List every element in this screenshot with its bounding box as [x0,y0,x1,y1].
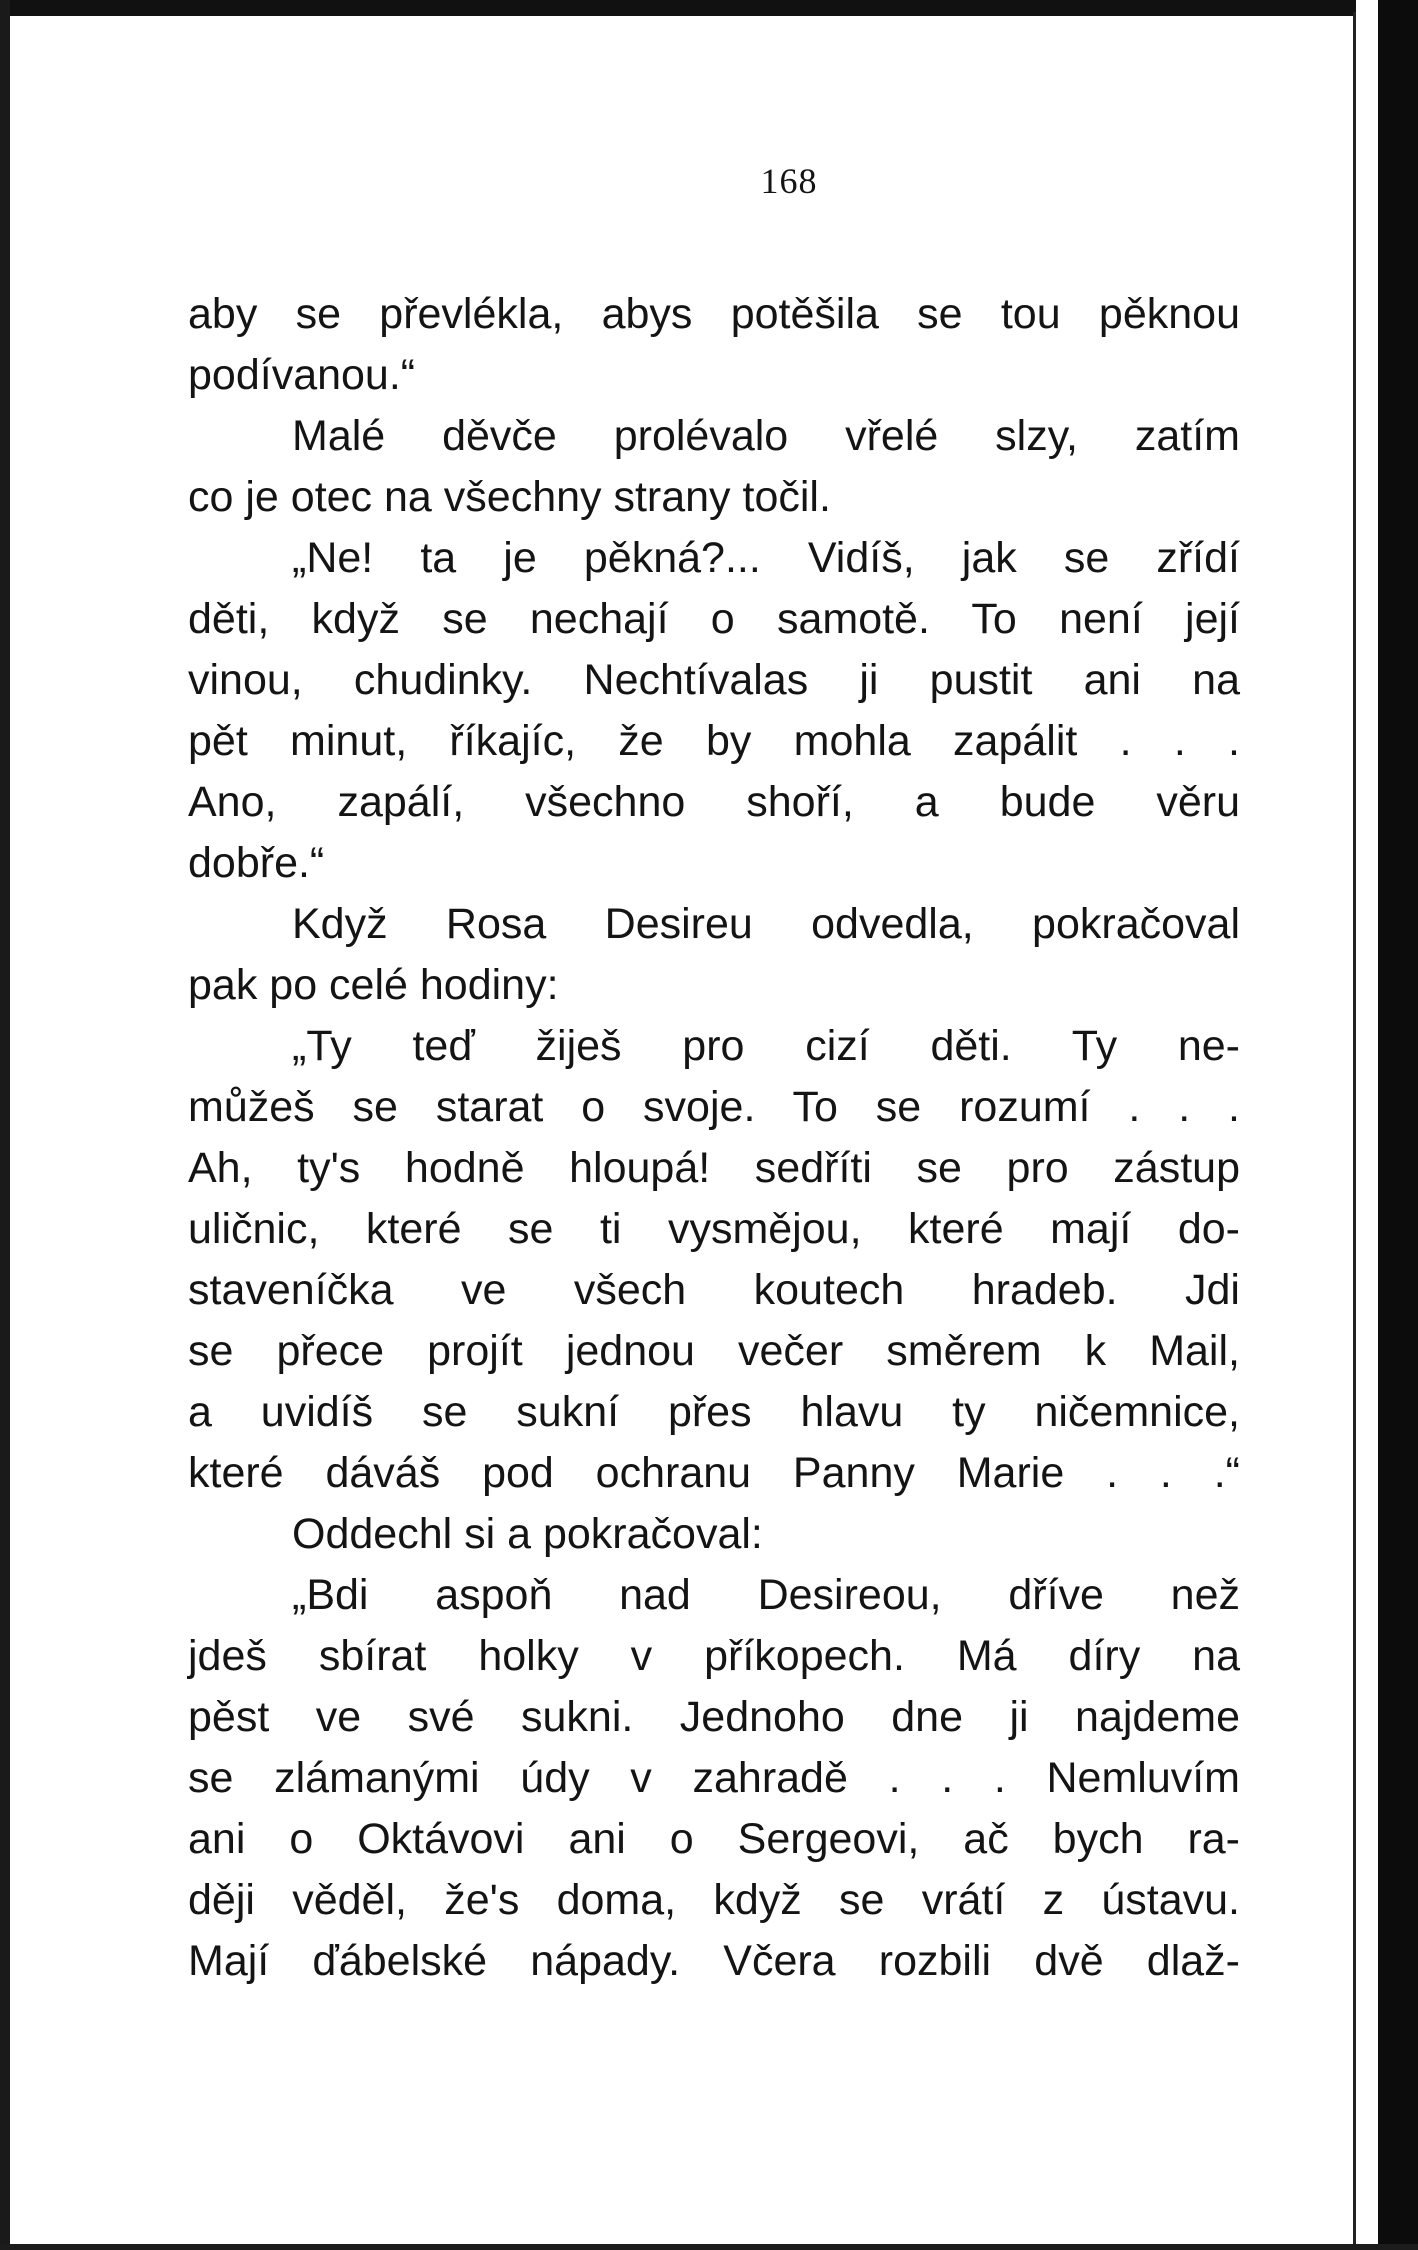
text-line: Oddechl si a pokračoval: [292,1510,763,1558]
text-line: uličnic, které se ti vysmějou, které mají do- [188,1205,1240,1253]
text-line: pěst ve své sukni. Jednoho dne ji najdeme [188,1693,1240,1741]
text-line: můžeš se starat o svoje. To se rozumí . . . [188,1083,1240,1131]
text-line: ději věděl, že's doma, když se vrátí z ústavu. [188,1876,1240,1924]
text-line: Ano, zapálí, všechno shoří, a bude věru [188,778,1240,826]
scan-edge-top [0,0,1418,16]
text-line: ani o Oktávovi ani o Sergeovi, ač bych ra- [188,1815,1240,1863]
text-body [188,284,1240,1992]
text-line: vinou, chudinky. Nechtívalas ji pustit ani na [188,656,1240,704]
text-line: aby se převlékla, abys potěšila se tou pěknou [188,290,1240,338]
text-line: a uvidíš se sukní přes hlavu ty ničemnice, [188,1388,1240,1436]
scan-edge-right-gap [1356,0,1378,2250]
scan-edge-left [0,0,10,2250]
text-line: Když Rosa Desireu odvedla, pokračoval [292,900,1240,948]
text-line: se zlámanými údy v zahradě . . . Nemluvím [188,1754,1240,1802]
text-line: „Ty teď žiješ pro cizí děti. Ty ne- [292,1022,1240,1070]
text-line: pět minut, říkajíc, že by mohla zapálit . . . [188,717,1240,765]
text-line: „Ne! ta je pěkná?... Vidíš, jak se zřídí [292,534,1240,582]
page-content [188,160,1240,1992]
text-line: se přece projít jednou večer směrem k Mail, [188,1327,1240,1375]
text-line: pak po celé hodiny: [188,961,559,1009]
page-number: 168 [760,161,818,201]
text-line: které dáváš pod ochranu Panny Marie . . .“ [188,1449,1240,1497]
text-line: staveníčka ve všech koutech hradeb. Jdi [188,1266,1240,1314]
text-line: podívanou.“ [188,351,416,399]
text-line: Mají ďábelské nápady. Včera rozbili dvě dlaž- [188,1937,1240,1985]
text-line: co je otec na všechny strany točil. [188,473,831,521]
text-line: dobře.“ [188,839,325,887]
text-line: Ah, ty's hodně hloupá! sedříti se pro zástup [188,1144,1240,1192]
text-line: „Bdi aspoň nad Desireou, dříve než [292,1571,1240,1619]
text-line: Malé děvče prolévalo vřelé slzy, zatím [292,412,1240,460]
text-line: děti, když se nechají o samotě. To není její [188,595,1240,643]
scan-edge-bottom [0,2244,1418,2250]
scan-edge-right [1378,0,1418,2250]
text-line: jdeš sbírat holky v příkopech. Má díry na [188,1632,1240,1680]
